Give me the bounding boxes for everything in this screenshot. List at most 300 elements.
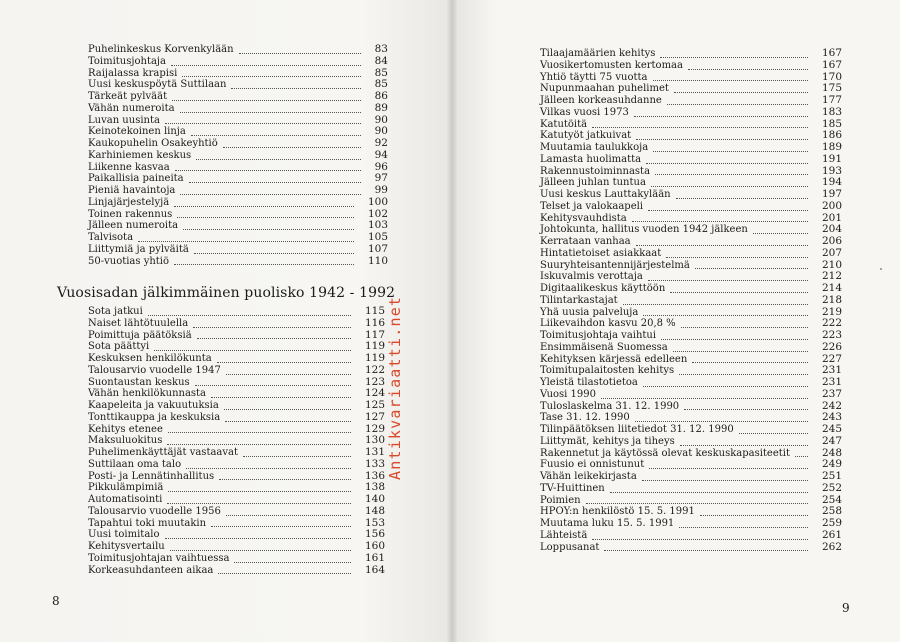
toc-entry-title: Yhä uusia palveluja	[540, 306, 639, 318]
leader-dots	[643, 386, 808, 387]
toc-entry	[88, 115, 388, 127]
toc-entry	[88, 220, 388, 232]
toc-entry-title: Vuosikertomusten kertomaa	[540, 59, 683, 71]
toc-entry-page: 258	[821, 505, 842, 518]
toc-entry-page: 164	[364, 563, 385, 576]
toc-entry-page: 219	[821, 305, 842, 318]
toc-entry	[540, 389, 842, 401]
toc-entry-page: 136	[364, 469, 385, 482]
toc-entry-title: Vilkas vuosi 1973	[540, 106, 629, 118]
watermark-text: Antikvariaatti.net	[386, 295, 404, 480]
toc-entry-page: 161	[364, 551, 385, 564]
leader-dots	[692, 362, 808, 363]
toc-entry	[88, 506, 385, 518]
toc-entry-title: Luvan uusinta	[88, 114, 160, 126]
leader-dots	[655, 174, 808, 175]
toc-entry-title: Suontaustan keskus	[88, 376, 190, 388]
toc-entry-title: Tärkeät pylväät	[88, 91, 168, 102]
toc-entry-page: 156	[364, 528, 385, 541]
leader-dots	[604, 550, 808, 551]
toc-entry-title: Tase 31. 12. 1990	[540, 412, 630, 424]
toc-entry	[540, 260, 842, 272]
leader-dots	[217, 362, 351, 363]
toc-entry-title: 50-vuotias yhtiö	[88, 255, 170, 267]
leader-dots	[653, 151, 808, 152]
toc-entry-title: Toimitusjohtaja vaihtui	[540, 330, 657, 341]
section-title: Vuosisadan jälkimmäinen puolisko 1942 - 1992	[57, 285, 396, 301]
leader-dots	[196, 159, 360, 160]
toc-entry-title: Fuusio ei onnistunut	[540, 459, 645, 471]
leader-dots	[191, 135, 361, 136]
leader-dots	[684, 409, 808, 410]
toc-entry-title: Talousarvio vuodelle 1947	[88, 364, 221, 376]
toc-entry-page: 227	[821, 352, 842, 365]
toc-entry	[540, 424, 842, 436]
toc-entry-page: 183	[821, 105, 842, 118]
toc-entry	[88, 126, 388, 138]
toc-entry-page: 242	[821, 399, 842, 412]
toc-entry	[88, 494, 385, 506]
leader-dots	[239, 53, 361, 54]
leader-dots	[174, 264, 354, 265]
toc-entry	[540, 60, 842, 72]
toc-entry-page: 189	[821, 141, 842, 153]
toc-entry-page: 85	[374, 66, 388, 79]
toc-entry-title: Digitaalikeskus käyttöön	[540, 283, 666, 294]
toc-entry-page: 133	[364, 457, 385, 470]
leader-dots	[177, 217, 354, 218]
toc-entry-title: Naiset lähtötuulella	[88, 317, 189, 329]
toc-entry	[540, 377, 842, 389]
toc-entry-page: 105	[367, 231, 388, 243]
toc-entry-title: Keinotekoinen linja	[88, 126, 186, 138]
toc-entry-title: Posti- ja Lennätinhallitus	[88, 470, 215, 482]
toc-entry-title: Korkeasuhdanteen aikaa	[88, 564, 214, 576]
toc-entry-title: Tuloslaskelma 31. 12. 1990	[540, 400, 680, 412]
toc-entry	[88, 518, 385, 530]
leader-dots	[175, 170, 361, 171]
toc-entry-title: Jälleen korkeasuhdanne	[540, 95, 662, 106]
toc-entry-page: 249	[821, 458, 842, 471]
toc-entry-page: 204	[821, 223, 842, 236]
toc-entry-page: 222	[821, 317, 842, 330]
leader-dots	[632, 221, 808, 222]
toc-entry-title: Jälleen juhlan tuntua	[540, 177, 646, 189]
toc-entry-page: 231	[821, 364, 842, 377]
leader-dots	[172, 100, 361, 101]
leader-dots	[171, 65, 361, 66]
toc-entry-title: Sota päättyi	[88, 341, 150, 353]
toc-entry-page: 102	[367, 207, 388, 220]
toc-entry	[540, 283, 842, 295]
toc-entry-title: Tonttikauppa ja keskuksia	[88, 411, 221, 423]
leader-dots	[170, 550, 351, 551]
toc-entry	[540, 518, 842, 530]
leader-dots	[634, 116, 808, 117]
toc-entry	[88, 256, 388, 268]
leader-dots	[681, 327, 808, 328]
toc-entry-title: Suttilaan oma talo	[88, 458, 182, 470]
toc-entry-page: 84	[374, 54, 388, 67]
toc-entry	[88, 330, 385, 342]
leader-dots	[193, 327, 351, 328]
toc-entry-page: 185	[821, 117, 842, 130]
toc-entry-title: Ensimmäisenä Suomessa	[540, 341, 668, 353]
toc-entry	[88, 424, 385, 436]
leader-dots	[635, 421, 808, 422]
leader-dots	[234, 562, 350, 563]
toc-entry	[88, 244, 388, 256]
toc-entry-page: 175	[821, 82, 842, 95]
toc-entry	[540, 436, 842, 448]
leader-dots	[226, 374, 351, 375]
toc-entry	[540, 189, 842, 201]
leader-dots	[586, 503, 808, 504]
leader-dots	[168, 432, 351, 433]
leader-dots	[225, 421, 351, 422]
toc-entry	[540, 330, 842, 342]
leader-dots	[231, 88, 360, 89]
leader-dots	[667, 104, 808, 105]
leader-dots	[138, 241, 354, 242]
toc-entry-page: 191	[821, 152, 842, 165]
toc-entry-title: Suuryhteisantennijärjestelmä	[540, 259, 690, 271]
toc-list-right	[540, 48, 842, 553]
toc-entry	[540, 177, 842, 189]
toc-entry	[540, 166, 842, 178]
toc-entry	[540, 401, 842, 413]
leader-dots	[739, 433, 808, 434]
toc-entry-title: Kehitysvauhdista	[540, 212, 627, 224]
leader-dots	[226, 515, 351, 516]
toc-entry-title: Katutöitä	[540, 118, 588, 130]
toc-entry-title: Uusi keskuspöytä Suttilaan	[88, 79, 227, 91]
paper-speck	[880, 268, 882, 270]
leader-dots	[189, 182, 361, 183]
toc-entry-title: Linjajärjestelyjä	[88, 196, 170, 208]
toc-entry	[88, 541, 385, 553]
toc-entry-page: 123	[364, 375, 385, 388]
toc-entry	[88, 138, 388, 150]
leader-dots	[700, 515, 808, 516]
toc-entry-title: Tilintarkastajat	[540, 294, 618, 306]
toc-entry	[88, 435, 385, 447]
toc-entry-page: 200	[821, 199, 842, 212]
leader-dots	[168, 491, 351, 492]
leader-dots	[648, 210, 808, 211]
toc-entry	[540, 295, 842, 307]
toc-entry-title: Yleistä tilastotietoa	[540, 377, 638, 388]
toc-entry	[88, 341, 385, 353]
toc-entry-title: Pikkulämpimiä	[88, 482, 164, 494]
toc-entry-page: 248	[821, 446, 842, 459]
toc-entry-title: Muutamia taulukkoja	[540, 142, 649, 153]
toc-entry-title: Toimitupalaitosten kehitys	[540, 365, 675, 377]
leader-dots	[795, 456, 808, 457]
toc-entry	[540, 201, 842, 213]
toc-entry-title: Keskuksen henkilökunta	[88, 353, 212, 364]
toc-entry-page: 96	[374, 160, 388, 173]
toc-entry	[540, 142, 842, 154]
leader-dots	[670, 292, 808, 293]
toc-entry-page: 85	[374, 78, 388, 91]
toc-entry-title: Kerrataan vanhaa	[540, 236, 631, 247]
toc-entry-title: Iskuvalmis verottaja	[540, 271, 643, 283]
leader-dots	[680, 445, 808, 446]
toc-entry	[88, 232, 388, 244]
toc-entry	[88, 553, 385, 565]
leader-dots	[211, 526, 351, 527]
toc-entry-page: 92	[374, 137, 388, 149]
toc-entry	[540, 412, 842, 424]
toc-entry-title: Tilaajamäärien kehitys	[540, 48, 656, 59]
toc-entry	[540, 119, 842, 131]
toc-entry	[540, 224, 842, 236]
toc-entry-title: Liikevaihdon kasvu 20,8 %	[540, 318, 676, 330]
toc-entry-title: Vuosi 1990	[540, 388, 597, 400]
toc-entry-title: Uusi keskus Lauttakylään	[540, 189, 671, 200]
toc-entry-page: 207	[821, 246, 842, 259]
toc-entry-page: 226	[821, 340, 842, 353]
toc-entry-title: Toimitusjohtaja	[88, 55, 166, 67]
toc-entry-title: Liikenne kasvaa	[88, 161, 170, 173]
toc-entry	[540, 542, 842, 554]
toc-entry	[540, 48, 842, 60]
toc-entry-page: 148	[364, 504, 385, 517]
toc-entry	[88, 44, 388, 56]
leader-dots	[195, 385, 351, 386]
toc-entry-page: 115	[364, 305, 385, 317]
toc-entry-title: Kaapeleita ja vakuutuksia	[88, 400, 219, 411]
leader-dots	[223, 147, 361, 148]
leader-dots	[636, 139, 808, 140]
toc-entry	[88, 400, 385, 412]
leader-dots	[167, 503, 351, 504]
leader-dots	[180, 194, 360, 195]
toc-entry-page: 214	[821, 282, 842, 294]
toc-entry	[88, 565, 385, 577]
toc-entry	[540, 448, 842, 460]
leader-dots	[660, 57, 808, 58]
toc-entry-title: Jälleen numeroita	[88, 220, 179, 232]
page-number-right: 9	[842, 601, 850, 615]
toc-entry-page: 140	[364, 493, 385, 505]
toc-entry-page: 254	[821, 493, 842, 506]
leader-dots	[182, 76, 360, 77]
toc-entry-page: 107	[367, 242, 388, 255]
toc-entry	[88, 306, 385, 318]
toc-entry-page: 83	[374, 43, 388, 55]
toc-entry-title: Toimitusjohtajan vaihtuessa	[88, 552, 230, 564]
toc-entry	[540, 248, 842, 260]
toc-entry	[540, 318, 842, 330]
toc-entry-page: 237	[821, 387, 842, 400]
toc-entry-title: Paikallisia paineita	[88, 173, 184, 185]
toc-entry	[540, 83, 842, 95]
toc-entry-page: 218	[821, 293, 842, 306]
toc-entry	[88, 471, 385, 483]
toc-entry	[88, 68, 388, 80]
toc-entry	[540, 154, 842, 166]
toc-entry-page: 186	[821, 129, 842, 142]
toc-entry	[88, 173, 388, 185]
toc-entry-page: 100	[367, 195, 388, 208]
toc-entry	[88, 209, 388, 221]
toc-entry-title: Katutyöt jatkuivat	[540, 130, 632, 142]
leader-dots	[676, 198, 808, 199]
leader-dots	[623, 304, 808, 305]
toc-entry-title: Liittymiä ja pylväitä	[88, 243, 189, 255]
toc-entry-page: 167	[821, 58, 842, 71]
leader-dots	[224, 409, 351, 410]
toc-entry-page: 193	[821, 164, 842, 177]
toc-entry-title: Talvisota	[88, 232, 134, 243]
toc-entry-page: 160	[364, 540, 385, 552]
leader-dots	[194, 253, 354, 254]
toc-entry-title: TV-Huittinen	[540, 482, 605, 494]
toc-entry-page: 167	[821, 47, 842, 59]
toc-entry-title: Kehityksen kärjessä edelleen	[540, 353, 688, 365]
book-gutter	[447, 0, 457, 642]
leader-dots	[643, 315, 808, 316]
toc-entry-title: Muutama luku 15. 5. 1991	[540, 518, 675, 529]
toc-entry-page: 129	[364, 422, 385, 435]
toc-entry	[88, 185, 388, 197]
toc-entry-page: 243	[821, 411, 842, 424]
toc-entry-title: Liittymät, kehitys ja tiheys	[540, 435, 675, 447]
leader-dots	[219, 479, 351, 480]
toc-entry-title: Kehitys etenee	[88, 423, 163, 435]
toc-entry-title: Hintatietoiset asiakkaat	[540, 247, 662, 259]
toc-entry-page: 194	[821, 176, 842, 189]
toc-entry	[540, 495, 842, 507]
toc-entry	[88, 447, 385, 459]
toc-entry-title: Vähän leikekirjasta	[540, 471, 637, 482]
toc-entry-title: Lähteistä	[540, 529, 588, 541]
toc-entry	[88, 103, 388, 115]
leader-dots	[673, 351, 808, 352]
toc-entry-page: 197	[821, 188, 842, 200]
toc-entry	[540, 506, 842, 518]
leader-dots	[186, 468, 351, 469]
toc-entry	[540, 72, 842, 84]
toc-entry-page: 245	[821, 423, 842, 435]
toc-entry-page: 259	[821, 517, 842, 529]
toc-entry-page: 251	[821, 470, 842, 482]
toc-list-left-bottom	[88, 306, 385, 576]
leader-dots	[592, 127, 808, 128]
leader-dots	[180, 112, 361, 113]
toc-entry-page: 122	[364, 363, 385, 376]
toc-entry-page: 177	[821, 94, 842, 106]
toc-entry-title: Tapahtui toki muutakin	[88, 517, 207, 529]
toc-entry-title: Uusi toimitalo	[88, 529, 160, 541]
toc-entry-title: Rakennustoiminnasta	[540, 165, 651, 177]
leader-dots	[211, 397, 351, 398]
toc-entry-title: Maksuluokitus	[88, 435, 163, 447]
toc-entry-page: 99	[374, 184, 388, 196]
leader-dots	[661, 339, 808, 340]
toc-entry-page: 223	[821, 329, 842, 341]
leader-dots	[674, 92, 808, 93]
toc-entry-title: Tilinpäätöksen liitetiedot 31. 12. 1990	[540, 424, 734, 435]
toc-entry-page: 125	[364, 399, 385, 411]
toc-entry	[540, 307, 842, 319]
toc-entry-title: Johtokunta, hallitus vuoden 1942 jälkeen	[540, 224, 748, 236]
leader-dots	[148, 315, 351, 316]
leader-dots	[649, 468, 808, 469]
toc-entry-page: 97	[374, 172, 388, 185]
leader-dots	[642, 480, 808, 481]
toc-entry	[540, 365, 842, 377]
toc-entry-page: 231	[821, 376, 842, 388]
toc-entry-page: 261	[821, 528, 842, 541]
toc-entry	[88, 388, 385, 400]
toc-entry-title: Loppusanat	[540, 541, 600, 553]
leader-dots	[636, 245, 808, 246]
toc-entry-page: 86	[374, 90, 388, 102]
toc-entry-page: 90	[374, 113, 388, 126]
leader-dots	[174, 206, 354, 207]
leader-dots	[688, 69, 808, 70]
leader-dots	[753, 233, 808, 234]
leader-dots	[651, 186, 808, 187]
leader-dots	[165, 538, 351, 539]
toc-entry-page: 103	[367, 219, 388, 232]
toc-entry-page: 212	[821, 270, 842, 283]
leader-dots	[197, 338, 351, 339]
toc-entry-title: Lamasta huolimatta	[540, 153, 642, 165]
toc-entry-title: Yhtiö täytti 75 vuotta	[540, 71, 648, 83]
leader-dots	[648, 280, 808, 281]
toc-entry-page: 247	[821, 434, 842, 447]
toc-entry-page: 138	[364, 481, 385, 494]
toc-entry-title: HPOY:n henkilöstö 15. 5. 1991	[540, 506, 695, 518]
leader-dots	[165, 123, 361, 124]
toc-entry-page: 131	[364, 446, 385, 458]
toc-entry-page: 201	[821, 211, 842, 224]
toc-entry	[540, 213, 842, 225]
toc-entry	[540, 236, 842, 248]
toc-entry-page: 170	[821, 70, 842, 83]
page-number-left: 8	[52, 594, 60, 608]
toc-entry	[88, 529, 385, 541]
toc-entry	[540, 107, 842, 119]
toc-list-left-top	[88, 44, 388, 267]
toc-entry	[88, 377, 385, 389]
toc-entry	[540, 530, 842, 542]
toc-entry	[88, 353, 385, 365]
leader-dots	[679, 527, 808, 528]
toc-entry-page: 117	[364, 328, 385, 341]
toc-entry-page: 206	[821, 235, 842, 247]
toc-entry-title: Puhelinkeskus Korvenkylään	[88, 44, 234, 55]
toc-entry	[88, 482, 385, 494]
leader-dots	[154, 350, 351, 351]
leader-dots	[592, 539, 808, 540]
leader-dots	[243, 456, 351, 457]
toc-entry	[88, 318, 385, 330]
toc-entry-title: Pieniä havaintoja	[88, 185, 176, 196]
toc-entry	[88, 412, 385, 424]
toc-entry-title: Raijalassa krapisi	[88, 67, 178, 79]
toc-entry-title: Sota jatkui	[88, 306, 143, 317]
toc-entry-title: Kaukopuhelin Osakeyhtiö	[88, 138, 218, 149]
toc-entry-page: 153	[364, 516, 385, 529]
toc-entry-title: Talousarvio vuodelle 1956	[88, 505, 221, 517]
toc-entry-title: Poimittuja päätöksiä	[88, 329, 192, 341]
toc-entry	[88, 79, 388, 91]
